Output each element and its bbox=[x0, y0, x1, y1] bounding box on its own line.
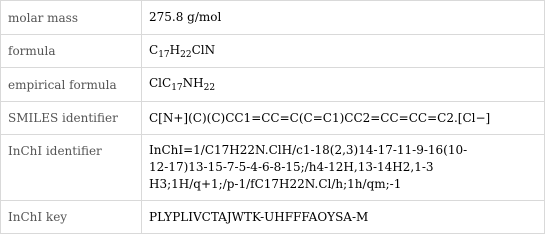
row-label-inchi-key: InChI key bbox=[1, 201, 142, 234]
table-row bbox=[1, 68, 545, 102]
inchi-line: InChI=1/C17H22N.ClH/c1-18(2,3)14-17-11-9-16(10- bbox=[149, 143, 468, 157]
row-value-inchi bbox=[142, 135, 545, 201]
table-row bbox=[1, 35, 545, 68]
row-value-empirical-formula: $ClC_{17}NH_{22}$ bbox=[142, 68, 545, 102]
row-value-formula: $C_{17}H_{22}ClN$ bbox=[142, 35, 545, 68]
inchi-line: H3;1H/q+1;/p-1/fC17H22N.Cl/h;1h/qm;-1 bbox=[149, 177, 402, 191]
table-row bbox=[1, 102, 545, 135]
row-label-inchi: InChI identifier bbox=[1, 135, 142, 201]
table-row bbox=[1, 1, 545, 35]
row-value-inchi-key: PLYPLIVCTAJWTK-UHFFFAOYSA-M bbox=[142, 201, 545, 234]
row-label-molar-mass: molar mass bbox=[1, 1, 142, 35]
row-value-smiles: C[N+](C)(C)CC1=CC=C(C=C1)CC2=CC=CC=C2.[Cl−] bbox=[142, 102, 545, 135]
inchi-line: 12-17)13-15-7-5-4-6-8-15;/h4-12H,13-14H2,1-3 bbox=[149, 160, 434, 174]
row-value-molar-mass: 275.8 g/mol bbox=[142, 1, 545, 35]
table-row bbox=[1, 201, 545, 234]
row-label-empirical-formula: empirical formula bbox=[1, 68, 142, 102]
row-label-smiles: SMILES identifier bbox=[1, 102, 142, 135]
row-label-formula: formula bbox=[1, 35, 142, 68]
table-row bbox=[1, 135, 545, 201]
